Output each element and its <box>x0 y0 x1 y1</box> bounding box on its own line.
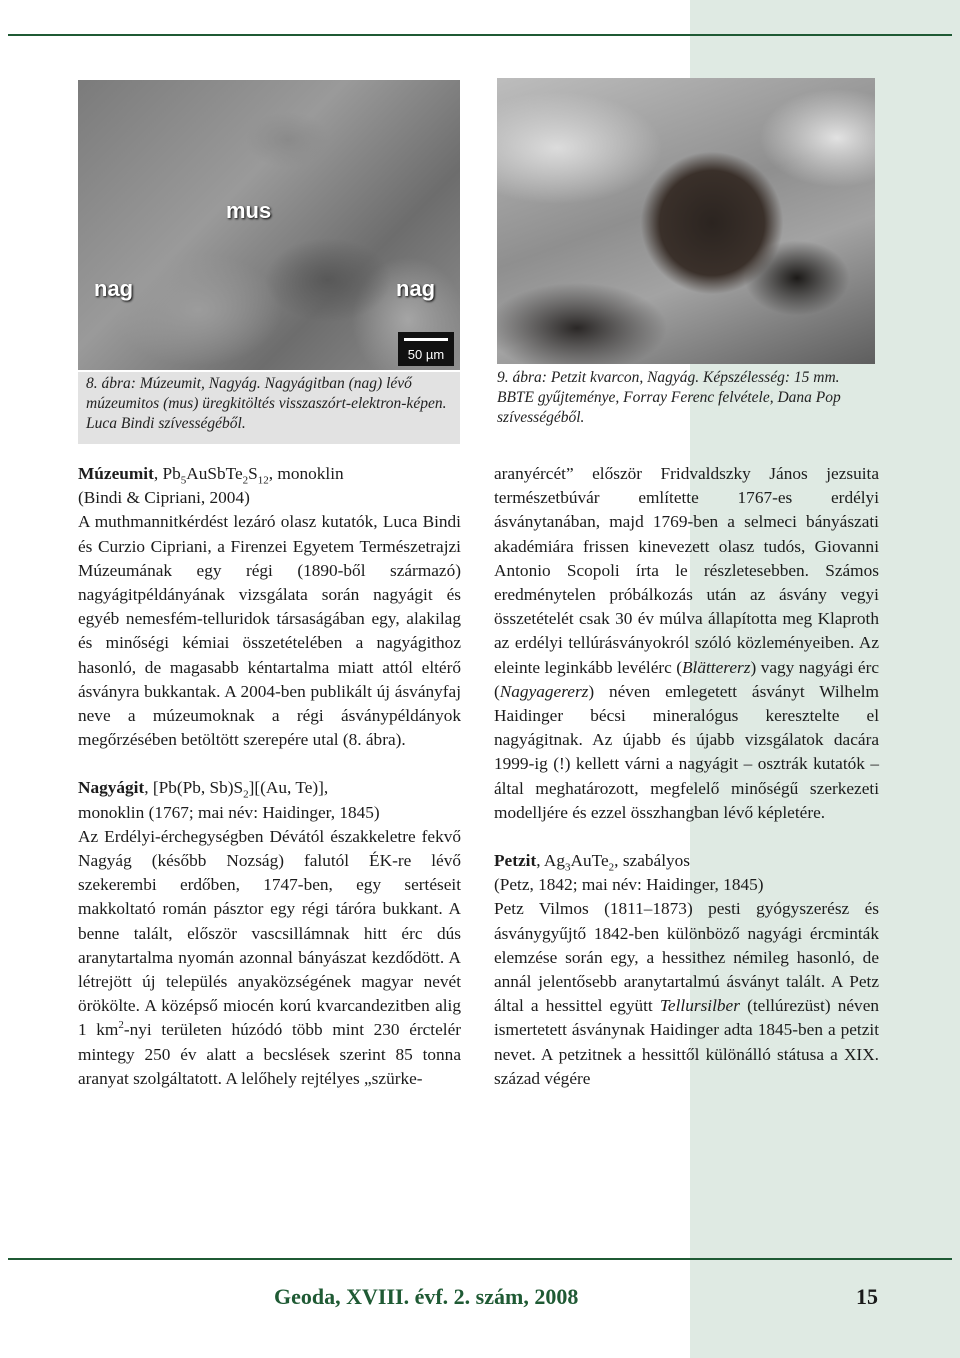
body-text: Az Erdélyi-érchegységben Dévától északkeletre fekvő Nagyág (később Nozság) falutól ÉK-re lévő szekerembi erdőben, 1747-ben, egy sertéseit makkoltató román pásztor egy régi tárórа bukkant. A benne talált, először vascsillámnak hitt érc dús aranytartalma nyomán azonnal bányászat kezdődött. A létrejött új település anyaközségének magyar nevét örökölte. A középső miocén korú kvarcandezitben alig 1 km <box>78 826 461 1040</box>
muzeumit-name: Múzeumit <box>78 464 154 483</box>
superscript: 2 <box>118 1019 124 1032</box>
formula-part: AuSbTe <box>186 464 243 483</box>
formula-part: , [Pb(Pb, Sb)S <box>144 778 244 798</box>
formula-part: , szabályos <box>614 851 690 871</box>
body-text: (tellúrezüst) néven ismertetett ásványnak Haidinger adta 1845-ben a petzit nevet. A petzitnek a hessittől különálló státusa a XIX. század végére <box>494 996 880 1088</box>
left-column <box>78 462 461 1091</box>
nagyagit-name: Nagyágit <box>78 778 145 798</box>
scale-bar <box>398 332 454 366</box>
petzit-reference: (Petz, 1842; mai név: Haidinger, 1845) <box>494 875 764 895</box>
nagyagit-body <box>78 825 461 1091</box>
muzeumit-heading <box>78 462 461 486</box>
formula-sub: 2 <box>608 861 615 874</box>
formula-part: ][(Au, Te)], <box>248 778 329 798</box>
right-column <box>494 462 879 1091</box>
formula-sub: 3 <box>565 861 571 874</box>
italic-term: Blättererz <box>682 657 751 677</box>
figure-9-image <box>497 78 875 364</box>
body-text: aranyércét” először Fridvaldszky János jezsuita természetbúvár említette 1767-es erdélyi ásványtanában, majd 1769-ben a selmeci bányászati akadémiára frissen kinevezett olasz tudós, Giovanni Antonio Scopoli írta le részletesebben. Számos eredménytelen próbálkozás után az ásvány vegyi összetételét csak 30 év múlva állapította meg Klaproth az erdélyi tellúrásványokról szóló közleményeiben. Az eleinte leginkább levélérc ( <box>494 464 879 677</box>
label-mus: mus <box>226 198 272 223</box>
journal-citation: Geoda, XVIII. évf. 2. szám, 2008 <box>274 1284 579 1309</box>
petzit-name: Petzit <box>494 851 537 871</box>
figure-8-image <box>78 80 460 370</box>
formula-part: S <box>248 464 258 483</box>
formula-part: AuTe <box>570 851 609 871</box>
formula-sub: 12 <box>257 474 269 487</box>
italic-term: Nagyagererz <box>499 681 589 701</box>
scale-bar-text: 50 µm <box>407 347 445 362</box>
label-nag-right: nag <box>396 276 436 301</box>
bottom-rule <box>8 1258 952 1260</box>
formula-sub: 2 <box>243 788 249 801</box>
body-text: ) vagy nagyági érc ( <box>494 657 879 701</box>
italic-term: Tellursilber <box>659 996 740 1016</box>
page-footer <box>0 1278 960 1318</box>
petzit-heading <box>494 849 879 873</box>
body-text: Petz Vilmos (1811–1873) pesti gyógyszerész és ásványgyűjtő 1842-ben különböző nagyági ércminták elemzése során egy, a hessithez némileg hasonló, de annál jelentősebb aranytartalmú ásványt talált. A Petz által a hessittel együtt <box>494 899 879 1016</box>
petzit-body <box>494 897 879 1091</box>
figure-9-caption: 9. ábra: Petzit kvarcon, Nagyág. Képszélesség: 15 mm. BBTE gyűjteménye, Forray Ferenc felvétele, Dana Pop szívességéből. <box>497 369 841 426</box>
nagyagit-reference: monoklin (1767; mai név: Haidinger, 1845) <box>78 802 380 822</box>
nagyagit-heading <box>78 776 461 800</box>
formula-part: , monoklin <box>268 464 344 483</box>
page-number: 15 <box>856 1284 878 1309</box>
formula-sub: 5 <box>180 474 187 487</box>
formula-part: , Pb <box>153 464 181 483</box>
muzeumit-body: A muthmannitkérdést lezáró olasz kutatók, Luca Bindi és Curzio Cipriani, a Firenzei Egyetem Természetrajzi Múzeumának egy régi (1890-ből származó) nagyágitpéldányának vizsgálata során nagyágit és egyéb nemesfém-telluridok társaságában egy, alakilag és minőségi kémiai összetételében a nagyágithoz hasonló, de magasabb kéntartalma miatt attól eltérő ásványra bukkantak. A 2004-ben publikált új ásványfaj neve a múzeumoknak a régi ásványpéldányok megőrzésében betöltött szerepére utal (8. ábra). <box>78 512 461 750</box>
label-nag-left: nag <box>94 276 134 301</box>
formula-sub: 2 <box>242 474 249 487</box>
nagyagit-continuation <box>494 462 879 825</box>
top-rule <box>8 34 952 36</box>
muzeumit-reference: (Bindi & Cipriani, 2004) <box>78 488 250 508</box>
body-text: ) néven emlegetett ásványt Wilhelm Haidinger bécsi mineralógus keresztelte el nagyágitnak. Az újabb és újabb vizsgálatok dacára 1999-ig (!) kellett várni a nagyágit – osztrák kutatók – által meghatározott, megfelelő minőségű szerkezeti modelljére és ezzel összhangban lévő képletére. <box>494 681 879 822</box>
figure-8-caption: 8. ábra: Múzeumit, Nagyág. Nagyágitban (nag) lévő múzeumitos (mus) üregkitöltés visszaszórt-elektron-képen. Luca Bindi szívességéből. <box>78 372 460 444</box>
body-text: -nyi területen húzódó több mint 230 érctelér mintegy 250 év alatt a becslések szerint 85 tonna aranyat szolgáltatott. A lelőhely rejtélyes „szürke- <box>78 1020 461 1088</box>
formula-part: , Ag <box>536 851 566 871</box>
